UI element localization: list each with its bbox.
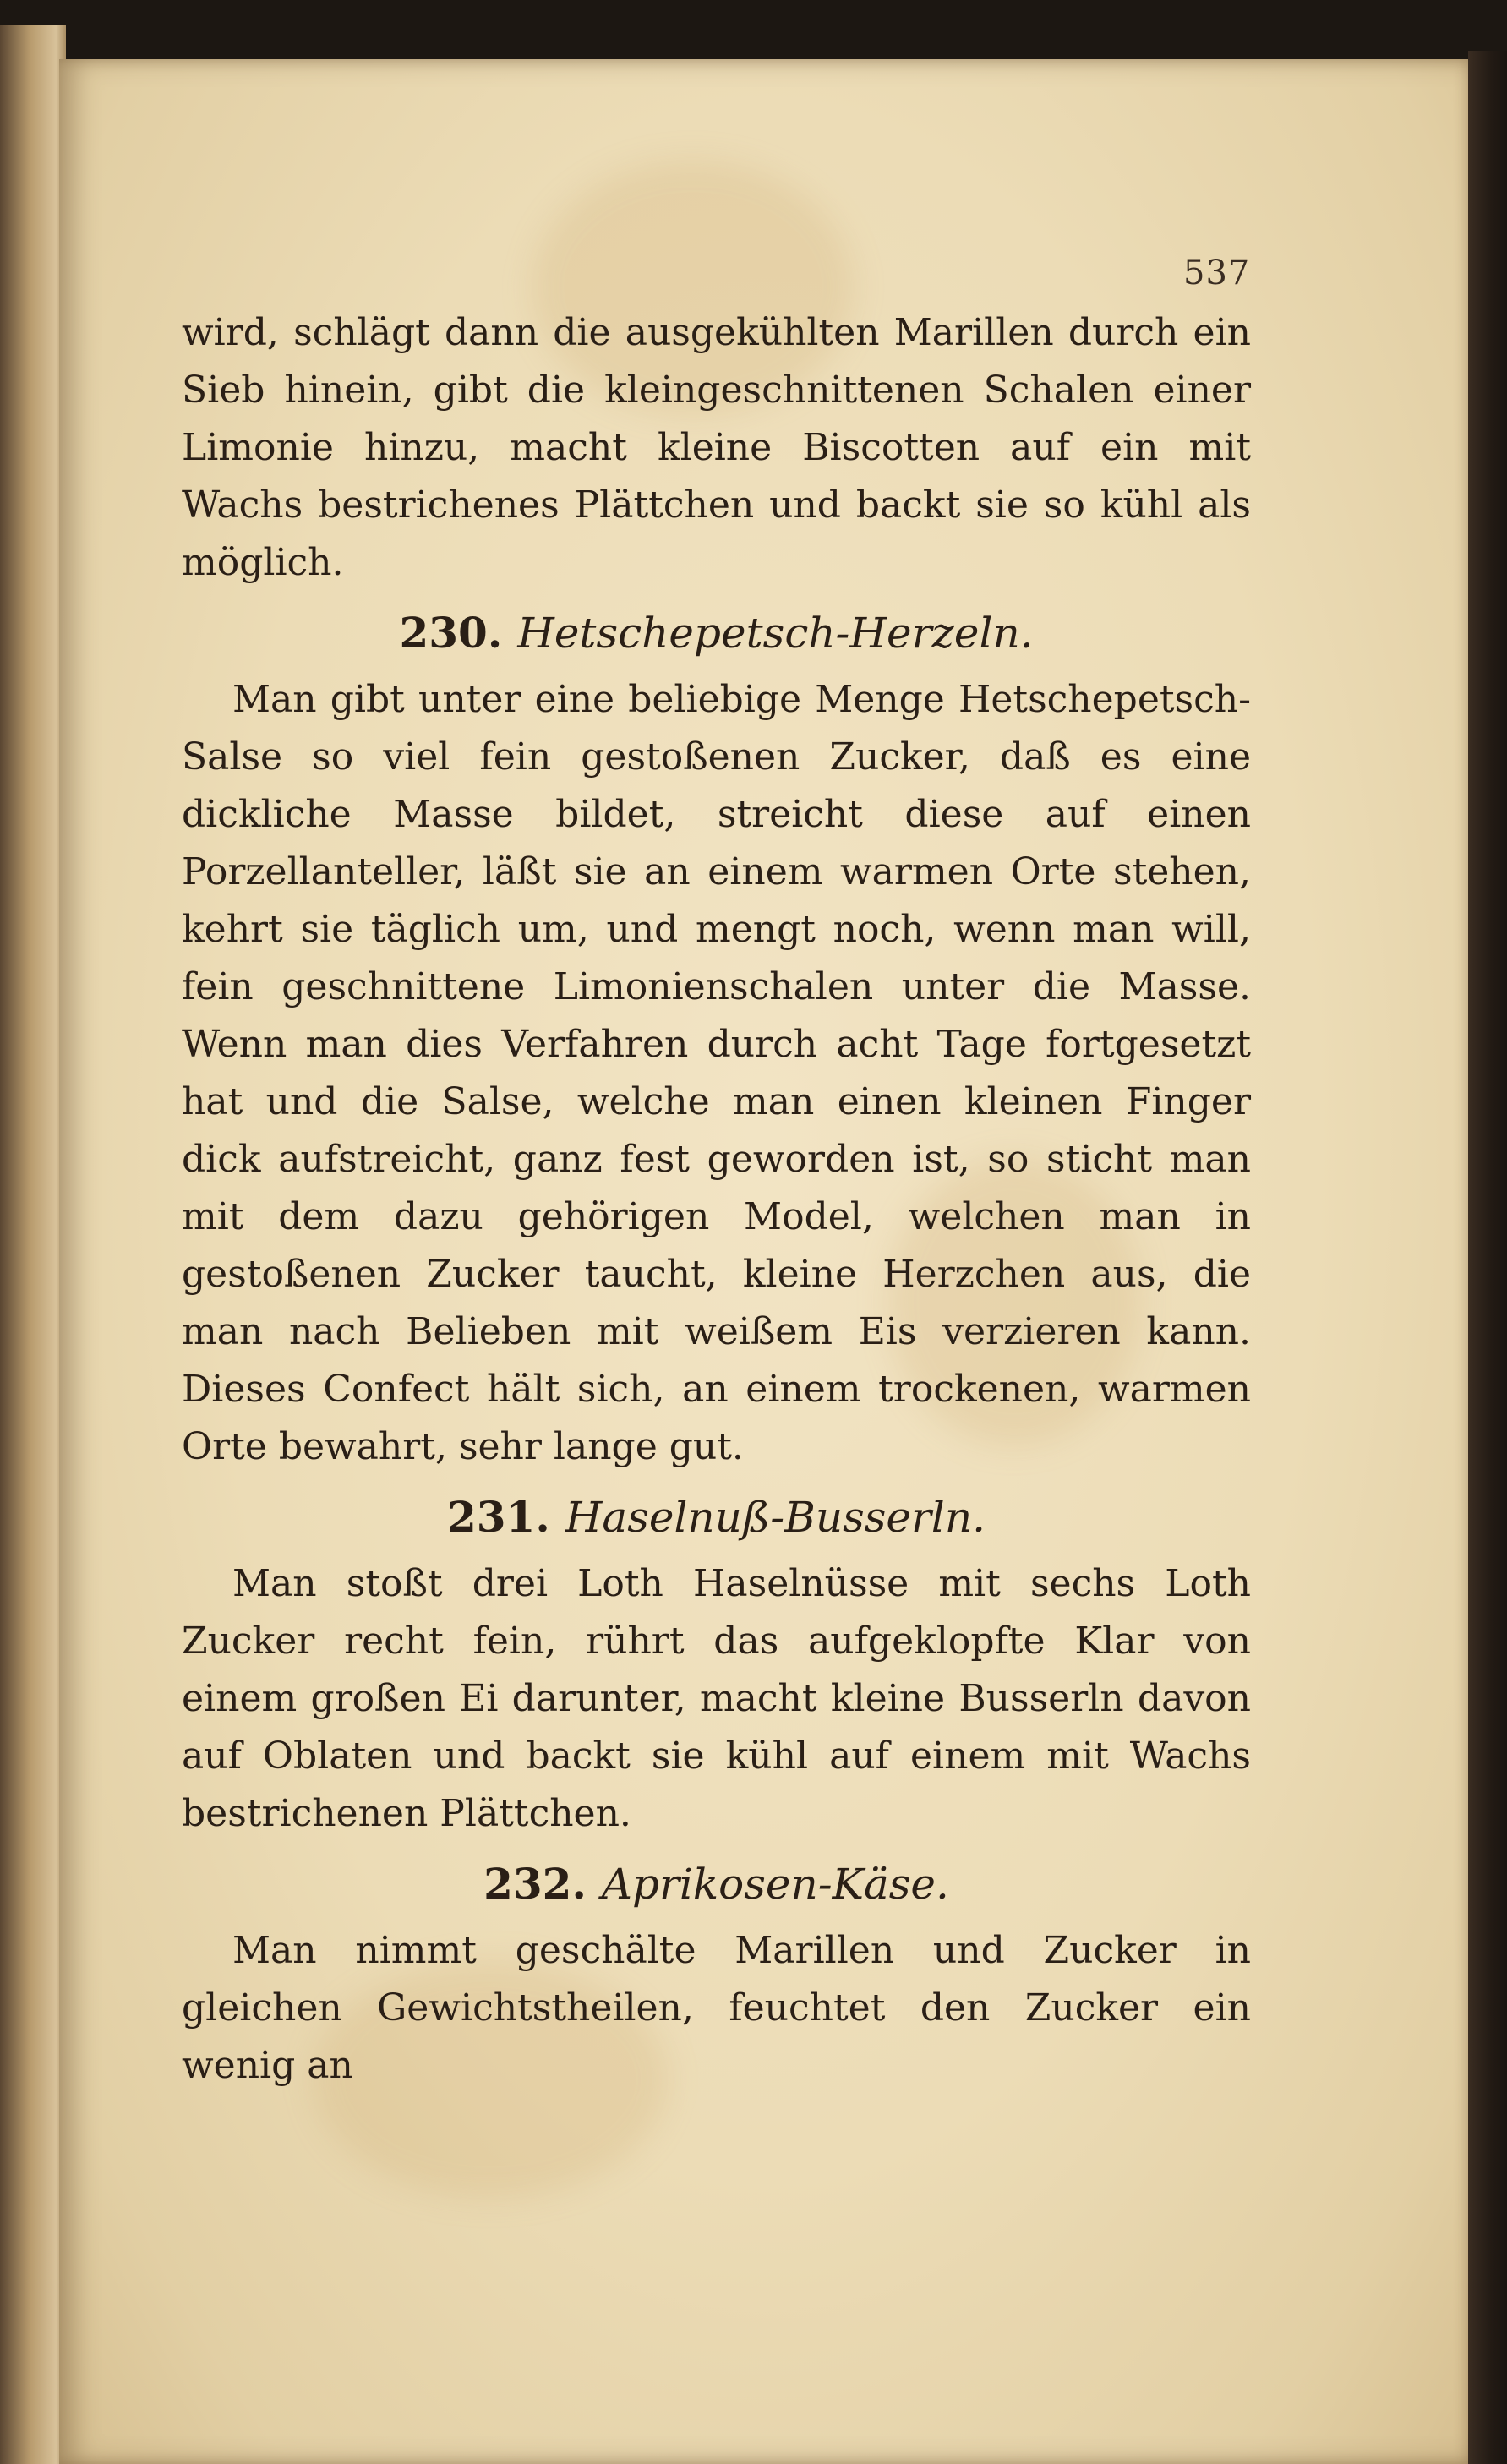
- recipe-text-230: Man gibt unter eine beliebige Menge Hetschepetsch-Salse so viel fein gestoßenen Zucker, daß es eine dickliche Masse bildet, streicht diese auf einen Porzellanteller, läßt sie an einem warmen Orte stehen, kehrt sie täglich um, und mengt noch, wenn man will, fein geschnittene Limonienschalen unter die Masse. Wenn man dies Verfahren durch acht Tage fortgesetzt hat und die Salse, welche man einen kleinen Finger dick aufstreicht, ganz fest geworden ist, so sticht man mit dem dazu gehörigen Model, welchen man in gestoßenen Zucker taucht, kleine Herzchen aus, die man nach Belieben mit weißem Eis verzieren kann. Dieses Confect hält sich, an einem trockenen, warmen Orte bewahrt, sehr lange gut.: [182, 678, 1251, 1468]
- recipe-number: 230.: [399, 608, 503, 658]
- recipe-title: Hetschepetsch-Herzeln.: [517, 609, 1034, 658]
- recipe-number: 232.: [483, 1859, 587, 1909]
- recipe-number: 231.: [447, 1492, 550, 1542]
- book-edge: [1468, 51, 1507, 2464]
- recipe-text-232: Man nimmt geschälte Marillen und Zucker in gleichen Gewichtstheilen, feuchtet den Zucker ein wenig an: [182, 1929, 1251, 2087]
- continuation-paragraph: wird, schlägt dann die ausgekühlten Marillen durch ein Sieb hinein, gibt die kleingeschnittenen Schalen einer Limonie hinzu, macht kleine Biscotten auf ein mit Wachs bestrichenes Plättchen und backt sie so kühl als möglich.: [182, 311, 1251, 584]
- recipe-text-231: Man stoßt drei Loth Haselnüsse mit sechs Loth Zucker recht fein, rührt das aufgeklopfte Klar von einem großen Ei darunter, macht kleine Busserln davon auf Oblaten und backt sie kühl auf einem mit Wachs bestrichenen Plättchen.: [182, 1562, 1251, 1835]
- recipe-title: Aprikosen-Käse.: [601, 1860, 949, 1909]
- recipe-heading-231: [182, 1488, 1251, 1547]
- page-number: 537: [1183, 254, 1251, 292]
- recipe-title: Haselnuß-Busserln.: [565, 1493, 986, 1542]
- recipe-heading-232: [182, 1855, 1251, 1914]
- recipe-heading-230: [182, 604, 1251, 663]
- page-body: [182, 254, 1251, 2095]
- facing-page-edge: [0, 25, 66, 2464]
